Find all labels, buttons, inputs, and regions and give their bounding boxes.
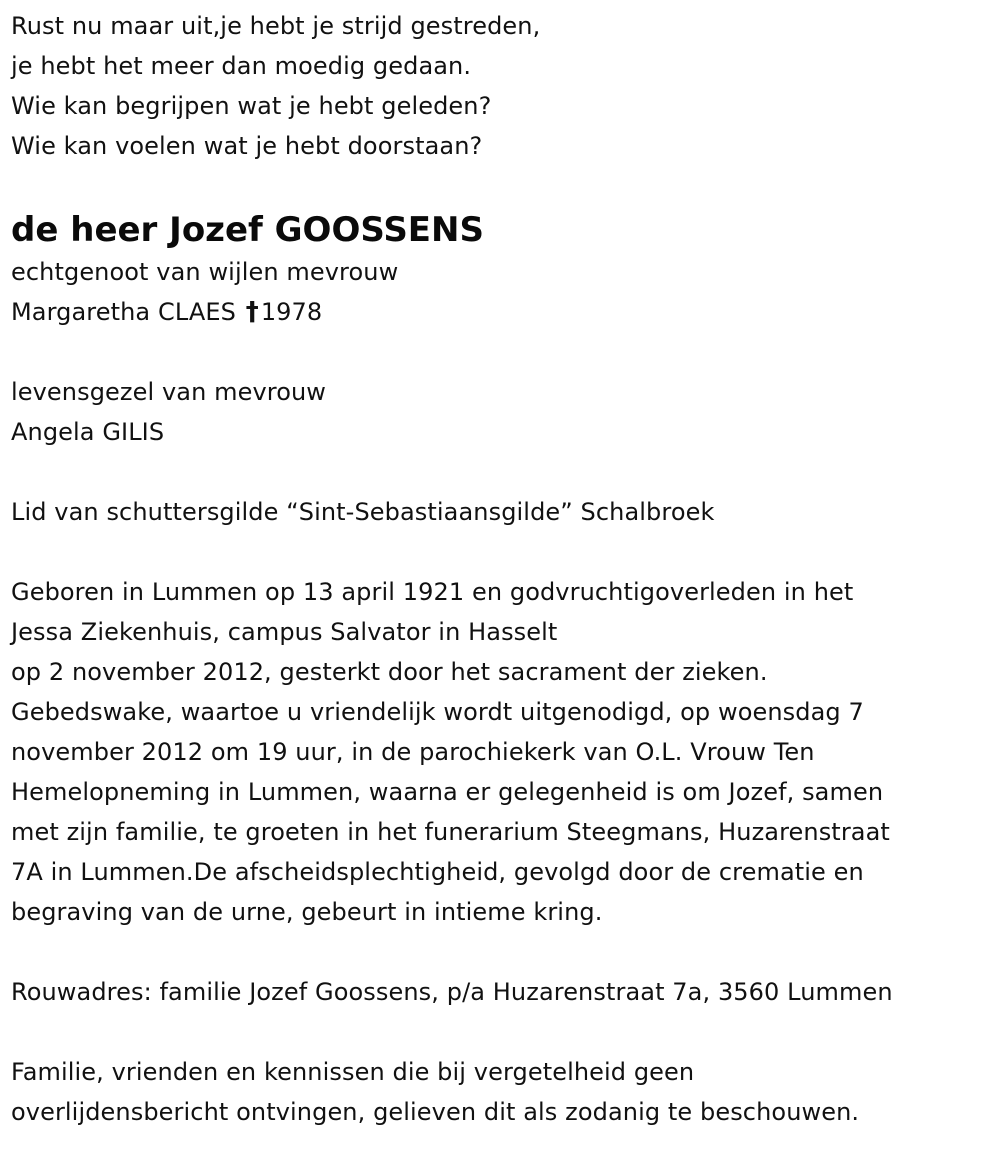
- spouse-name: Margaretha CLAES: [11, 298, 236, 326]
- closing-line: overlijdensbericht ontvingen, gelieven dit als zodanig te beschouwen.: [11, 1098, 860, 1126]
- details-line: Hemelopneming in Lummen, waarna er gelegenheid is om Jozef, samen: [11, 778, 884, 806]
- poem-block: [11, 6, 1000, 166]
- details-block: [11, 572, 1000, 932]
- partner-name: Angela GILIS: [11, 418, 165, 446]
- spacer: [11, 452, 1000, 492]
- partner-relation: levensgezel van mevrouw: [11, 378, 327, 406]
- spacer: [11, 1012, 1000, 1052]
- details-line: 7A in Lummen.De afscheidsplechtigheid, gevolgd door de crematie en: [11, 858, 864, 886]
- spouse-relation: echtgenoot van wijlen mevrouw: [11, 258, 399, 286]
- poem-line: Wie kan begrijpen wat je hebt geleden?: [11, 92, 492, 120]
- closing-block: [11, 1052, 1000, 1132]
- details-line: Gebedswake, waartoe u vriendelijk wordt uitgenodigd, op woensdag 7: [11, 698, 864, 726]
- details-line: op 2 november 2012, gesterkt door het sacrament der zieken.: [11, 658, 768, 686]
- spacer: [11, 332, 1000, 372]
- spacer: [11, 932, 1000, 972]
- spouse-death-year: 1978: [260, 298, 323, 326]
- poem-line: je hebt het meer dan moedig gedaan.: [11, 52, 472, 80]
- partner-block: [11, 372, 1000, 452]
- membership-text: Lid van schuttersgilde “Sint-Sebastiaansgilde” Schalbroek: [11, 498, 715, 526]
- poem-line: Rust nu maar uit,je hebt je strijd gestreden,: [11, 12, 541, 40]
- deceased-name: de heer Jozef GOOSSENS: [11, 210, 484, 250]
- spouse-line: [11, 292, 1000, 332]
- details-line: Jessa Ziekenhuis, campus Salvator in Hasselt: [11, 618, 558, 646]
- poem-line: Wie kan voelen wat je hebt doorstaan?: [11, 132, 483, 160]
- details-line: begraving van de urne, gebeurt in intieme kring.: [11, 898, 603, 926]
- details-line: november 2012 om 19 uur, in de parochiekerk van O.L. Vrouw Ten: [11, 738, 815, 766]
- cross-icon: †: [245, 297, 259, 327]
- mourning-address: Rouwadres: familie Jozef Goossens, p/a Huzarenstraat 7a, 3560 Lummen: [11, 978, 893, 1006]
- spacer: [11, 166, 1000, 206]
- spouse-block: [11, 252, 1000, 332]
- spacer: [11, 532, 1000, 572]
- details-line: Geboren in Lummen op 13 april 1921 en godvruchtigoverleden in het: [11, 578, 854, 606]
- closing-line: Familie, vrienden en kennissen die bij vergetelheid geen: [11, 1058, 695, 1086]
- details-line: met zijn familie, te groeten in het funerarium Steegmans, Huzarenstraat: [11, 818, 890, 846]
